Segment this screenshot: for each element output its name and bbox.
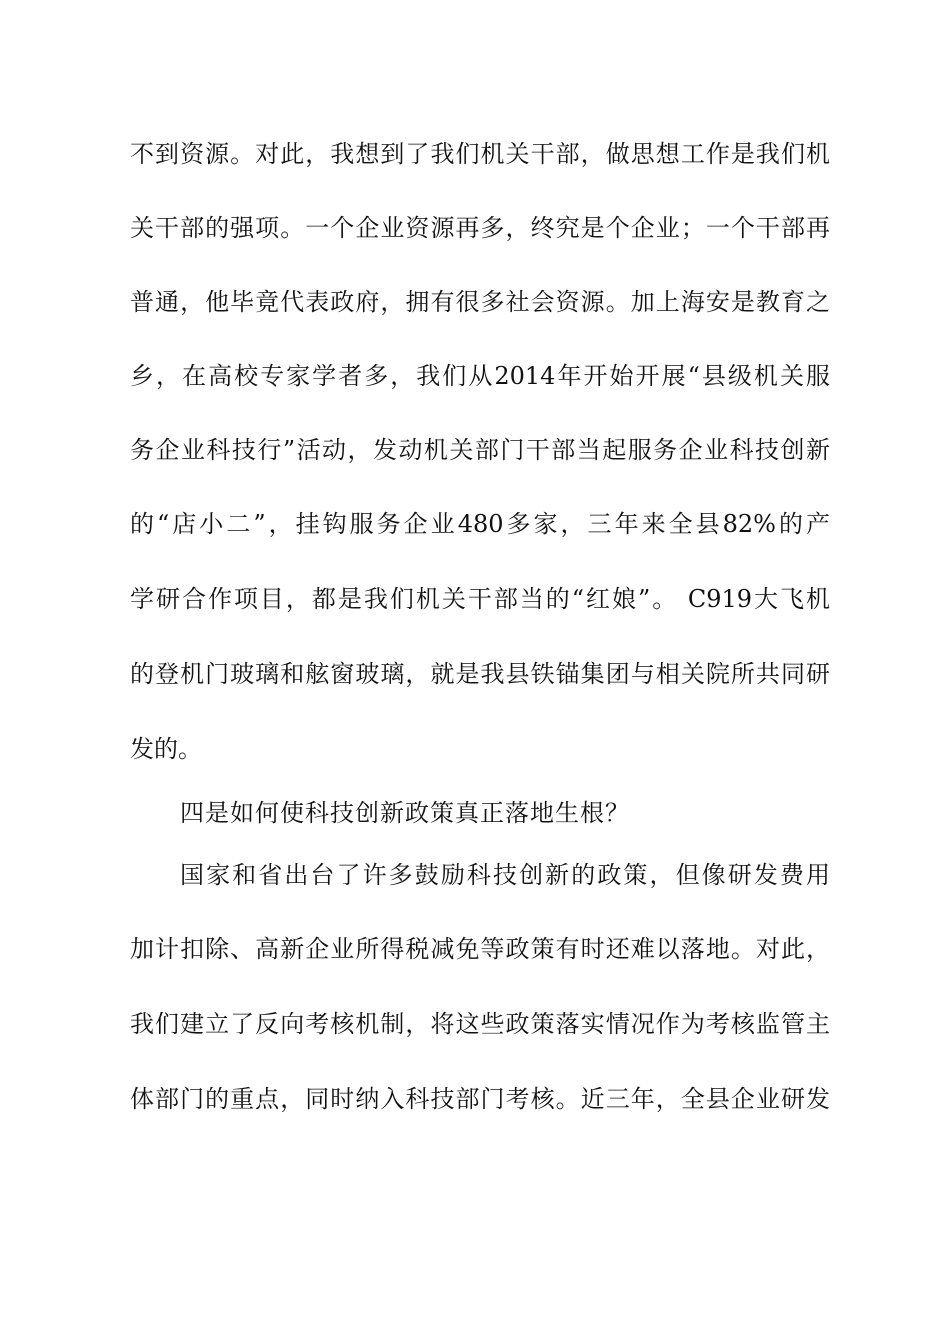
paragraph-line: 的登机门玻璃和舷窗玻璃，就是我县铁锚集团与相关院所共同研 [130, 660, 830, 688]
paragraph-line: 乡，在高校专家学者多，我们从2014年开始开展“县级机关服 [130, 362, 830, 390]
paragraph-line: 普通，他毕竟代表政府，拥有很多社会资源。加上海安是教育之 [130, 288, 830, 316]
paragraph-line: 关干部的强项。一个企业资源再多，终究是个企业；一个干部再 [130, 214, 830, 242]
paragraph-line: 学研合作项目，都是我们机关干部当的“红娘”。 C919大飞机 [130, 585, 830, 613]
paragraph-line: 不到资源。对此，我想到了我们机关干部，做思想工作是我们机 [130, 140, 830, 168]
paragraph-line: 发的。 [130, 735, 202, 763]
paragraph-line: 的“店小二”，挂钩服务企业480多家，三年来全县82%的产 [130, 510, 830, 538]
paragraph-line: 务企业科技行”活动，发动机关部门干部当起服务企业科技创新 [130, 436, 830, 464]
paragraph-line: 我们建立了反向考核机制，将这些政策落实情况作为考核监管主 [130, 1010, 830, 1038]
paragraph-line: 加计扣除、高新企业所得税减免等政策有时还难以落地。对此， [130, 935, 830, 963]
section-heading: 四是如何使科技创新政策真正落地生根？ [180, 799, 630, 827]
paragraph-line: 体部门的重点，同时纳入科技部门考核。近三年，全县企业研发 [130, 1085, 830, 1113]
paragraph-line: 国家和省出台了许多鼓励科技创新的政策，但像研发费用 [180, 861, 830, 889]
